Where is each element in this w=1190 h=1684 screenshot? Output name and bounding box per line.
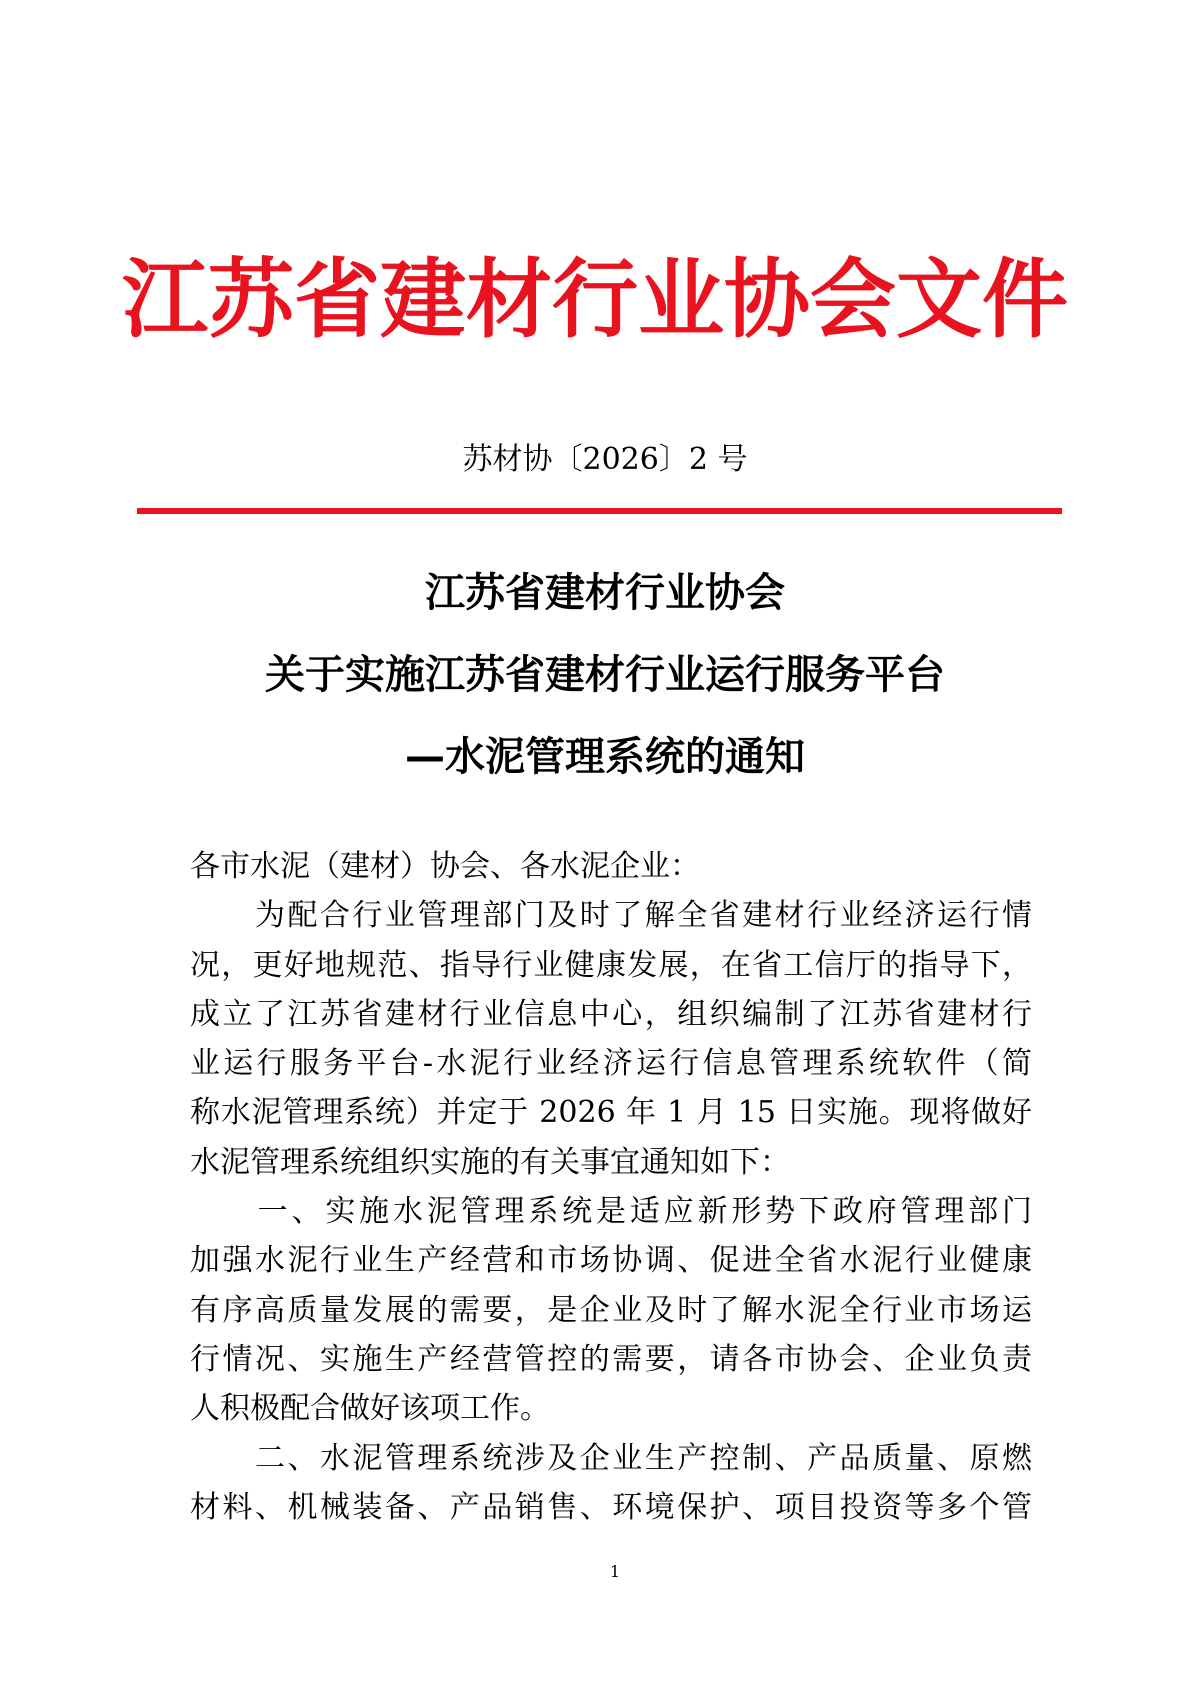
title-line-2: 关于实施江苏省建材行业运行服务平台 [265, 652, 945, 698]
notice-title [0, 552, 1190, 798]
body-line: 一、实施水泥管理系统是适应新形势下政府管理部门 [190, 1194, 1032, 1230]
salutation: 各市水泥（建材）协会、各水泥企业： [190, 849, 700, 884]
body-line: 况，更好地规范、指导行业健康发展，在省工信厅的指导下， [190, 947, 1032, 983]
body-line: 有序高质量发展的需要，是企业及时了解水泥全行业市场运 [190, 1292, 1032, 1328]
document-number: 苏材协〔2026〕2 号 [462, 442, 748, 477]
title-line-1: 江苏省建材行业协会 [425, 570, 785, 616]
body-line: 业运行服务平台-水泥行业经济运行信息管理系统软件（简 [190, 1046, 1032, 1082]
body-line: 为配合行业管理部门及时了解全省建材行业经济运行情 [190, 898, 1032, 934]
body-line: 称水泥管理系统）并定于 2026 年 1 月 15 日实施。现将做好 [190, 1095, 1032, 1131]
body-line: 水泥管理系统组织实施的有关事宜通知如下： [190, 1144, 790, 1180]
org-header-title: 江苏省建材行业协会文件 [122, 250, 1068, 350]
notice-body [190, 842, 1032, 1532]
body-line: 人积极配合做好该项工作。 [190, 1391, 550, 1427]
body-line: 材料、机械装备、产品销售、环境保护、项目投资等多个管 [190, 1489, 1032, 1525]
page-number: 1 [609, 1562, 621, 1581]
body-line: 加强水泥行业生产经营和市场协调、促进全省水泥行业健康 [190, 1243, 1032, 1279]
body-line: 成立了江苏省建材行业信息中心，组织编制了江苏省建材行 [190, 996, 1032, 1032]
title-line-3: —水泥管理系统的通知 [405, 734, 805, 780]
red-divider-rule [137, 508, 1062, 514]
body-line: 二、水泥管理系统涉及企业生产控制、产品质量、原燃 [190, 1440, 1032, 1476]
body-line: 行情况、实施生产经营管控的需要，请各市协会、企业负责 [190, 1341, 1032, 1377]
